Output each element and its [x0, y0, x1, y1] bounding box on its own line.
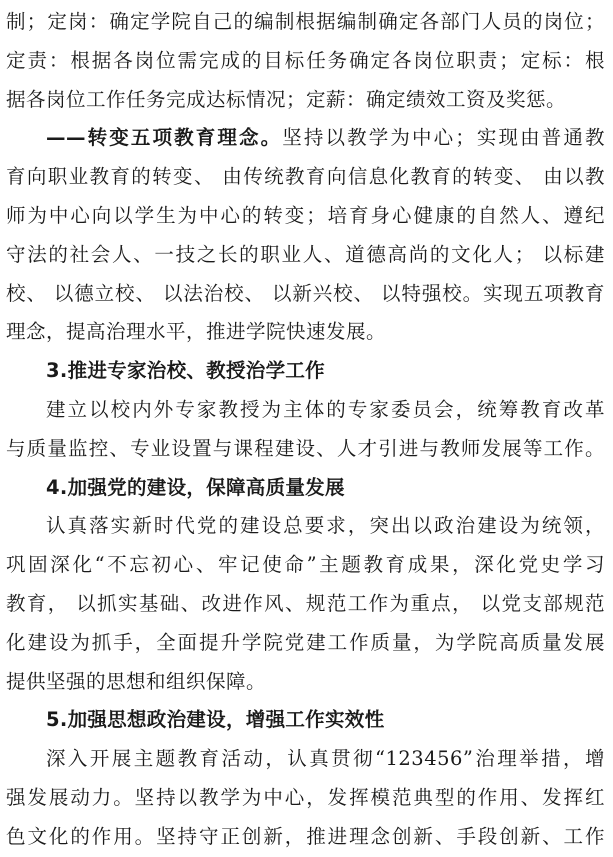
- text-line: 巩固深化“不忘初心、牢记使命”主题教育成果，深化党史学习: [6, 553, 605, 577]
- concepts-paragraph-lead: [6, 119, 605, 158]
- text-line: 定责：根据各岗位需完成的目标任务确定各岗位职责；定标：根: [6, 48, 605, 72]
- concepts-lead-bold: ——转变五项教育理念。: [46, 126, 283, 150]
- text-line: 制；定岗：确定学院自己的编制根据编制确定各部门人员的岗位；: [6, 10, 605, 33]
- text-line: 建立以校内外专家教授为主体的专家委员会，统筹教育改革: [46, 397, 605, 421]
- section-heading-5: 5.加强思想政治建设，增强工作实效性: [46, 708, 385, 732]
- text-line: 强发展动力。坚持以教学为中心，发挥模范典型的作用、发挥红: [6, 785, 605, 809]
- concepts-lead-rest: 坚持以教学为中心；实现由普通教: [282, 126, 605, 150]
- text-line: 师为中心向以学生为中心的转变；培育身心健康的自然人、遵纪: [6, 203, 605, 227]
- text-line: 化建设为抓手，全面提升学院党建工作质量，为学院高质量发展: [6, 630, 605, 654]
- text-line: 理念，提高治理水平，推进学院快速发展。: [6, 320, 387, 344]
- text-line: 与质量监控、专业设置与课程建设、人才引进与教师发展等工作。: [6, 436, 605, 460]
- text-line: 育向职业教育的转变、 由传统教育向信息化教育的转变、 由以教: [6, 165, 605, 189]
- text-line: 守法的社会人、一技之长的职业人、道德高尚的文化人； 以标建: [6, 242, 605, 266]
- text-line: 据各岗位工作任务完成达标情况；定薪：确定绩效工资及奖惩。: [6, 87, 567, 111]
- text-line: 提供坚强的思想和组织保障。: [6, 669, 267, 693]
- text-line: 校、 以德立校、 以法治校、 以新兴校、 以特强校。实现五项教育: [6, 281, 605, 305]
- section-heading-3: 3.推进专家治校、教授治学工作: [46, 359, 325, 383]
- text-line: 教育， 以抓实基础、改进作风、规范工作为重点， 以党支部规范: [6, 591, 605, 615]
- section-heading-4: 4.加强党的建设，保障高质量发展: [46, 475, 345, 499]
- text-line: 深入开展主题教育活动，认真贯彻“123456”治理举措，增: [46, 747, 605, 771]
- text-line: 认真落实新时代党的建设总要求，突出以政治建设为统领，: [46, 514, 605, 538]
- text-line: 色文化的作用。坚持守正创新，推进理念创新、手段创新、工作: [6, 824, 605, 848]
